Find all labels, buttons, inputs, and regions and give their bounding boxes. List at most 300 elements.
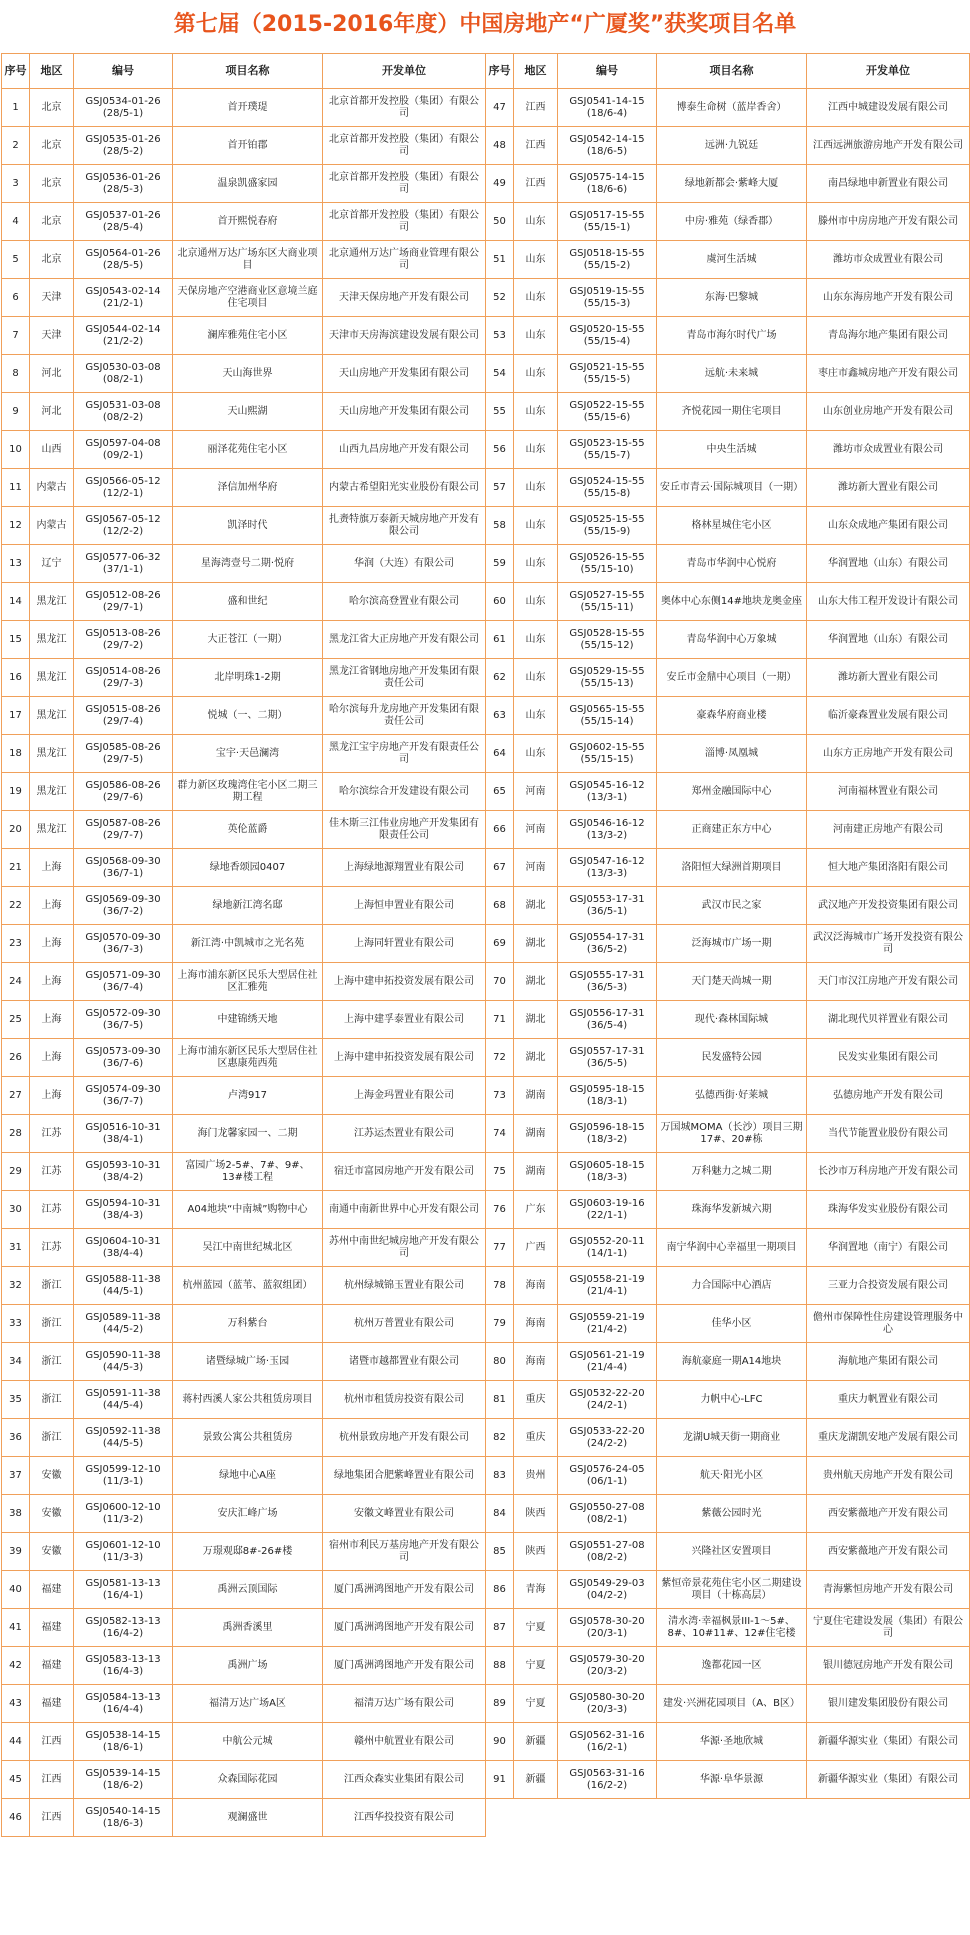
cell-developer: 哈尔滨综合开发建设有限公司 [323,773,486,811]
header-region: 地区 [514,54,558,89]
cell-code: GSJ0592-11-38 (44/5-5) [74,1419,173,1457]
cell-region: 北京 [30,89,74,127]
cell-region: 河南 [514,773,558,811]
table-row [2,393,970,431]
cell-region: 广西 [514,1229,558,1267]
cell-code: GSJ0572-09-30 (36/7-5) [74,1001,173,1039]
cell-code: GSJ0534-01-26 (28/5-1) [74,89,173,127]
cell-region: 山东 [514,469,558,507]
cell-no: 61 [486,621,514,659]
cell-region: 海南 [514,1343,558,1381]
cell-code: GSJ0537-01-26 (28/5-4) [74,203,173,241]
cell-no: 36 [2,1419,30,1457]
cell-project: 卢湾917 [173,1077,323,1115]
cell-no: 60 [486,583,514,621]
cell-developer: 宿迁市富园房地产开发有限公司 [323,1153,486,1191]
cell-no: 63 [486,697,514,735]
cell-region: 黑龙江 [30,735,74,773]
cell-no: 5 [2,241,30,279]
cell-no: 18 [2,735,30,773]
cell-code: GSJ0557-17-31 (36/5-5) [558,1039,657,1077]
cell-code: GSJ0520-15-55 (55/15-4) [558,317,657,355]
cell-no: 40 [2,1571,30,1609]
table-row [2,583,970,621]
table-row [2,469,970,507]
cell-region: 福建 [30,1609,74,1647]
cell-project: 天山熙湖 [173,393,323,431]
cell-region: 宁夏 [514,1609,558,1647]
cell-developer: 厦门禹洲鸿图地产开发有限公司 [323,1571,486,1609]
cell-code: GSJ0605-18-15 (18/3-3) [558,1153,657,1191]
table-row [2,1115,970,1153]
cell-project: 上海市浦东新区民乐大型居住社区汇雅苑 [173,963,323,1001]
table-row [2,203,970,241]
cell-no: 41 [2,1609,30,1647]
table-row [2,507,970,545]
cell-region: 湖南 [514,1115,558,1153]
cell-region: 江西 [514,165,558,203]
table-row [2,1647,970,1685]
cell-region: 安徽 [30,1457,74,1495]
cell-developer: 民发实业集团有限公司 [807,1039,970,1077]
cell-developer: 安徽文峰置业有限公司 [323,1495,486,1533]
cell-code: GSJ0562-31-16 (16/2-1) [558,1723,657,1761]
table-row [2,1419,970,1457]
cell-developer: 武汉泛海城市广场开发投资有限公司 [807,925,970,963]
cell-developer: 哈尔滨每升龙房地产开发集团有限责任公司 [323,697,486,735]
cell-code: GSJ0545-16-12 (13/3-1) [558,773,657,811]
cell-developer: 新疆华源实业（集团）有限公司 [807,1761,970,1799]
cell-code: GSJ0584-13-13 (16/4-4) [74,1685,173,1723]
table-row [2,1571,970,1609]
cell-developer: 黑龙江省钢地房地产开发集团有限责任公司 [323,659,486,697]
cell-code: GSJ0597-04-08 (09/2-1) [74,431,173,469]
cell-no: 29 [2,1153,30,1191]
table-row [2,317,970,355]
cell-developer: 青岛海尔地产集团有限公司 [807,317,970,355]
header-code: 编号 [74,54,173,89]
cell-region: 内蒙古 [30,507,74,545]
cell-code: GSJ0551-27-08 (08/2-2) [558,1533,657,1571]
cell-no: 22 [2,887,30,925]
cell-project: 泛海城市广场一期 [657,925,807,963]
cell-project: 中航公元城 [173,1723,323,1761]
cell-code: GSJ0576-24-05 (06/1-1) [558,1457,657,1495]
cell-developer: 上海同轩置业有限公司 [323,925,486,963]
cell-developer: 重庆力帆置业有限公司 [807,1381,970,1419]
cell-no: 39 [2,1533,30,1571]
table-row [2,849,970,887]
cell-no: 30 [2,1191,30,1229]
cell-developer: 黑龙江省大正房地产开发有限公司 [323,621,486,659]
table-row [2,1039,970,1077]
header-developer: 开发单位 [323,54,486,89]
table-body [2,89,970,1837]
table-row [2,89,970,127]
cell-no: 66 [486,811,514,849]
cell-no: 21 [2,849,30,887]
cell-code: GSJ0546-16-12 (13/3-2) [558,811,657,849]
cell-no: 28 [2,1115,30,1153]
cell-region: 上海 [30,849,74,887]
cell-developer: 杭州景致房地产开发有限公司 [323,1419,486,1457]
cell-developer: 黑龙江宝宇房地产开发有限责任公司 [323,735,486,773]
cell-code: GSJ0586-08-26 (29/7-6) [74,773,173,811]
cell-developer: 潍坊新大置业有限公司 [807,659,970,697]
cell-developer: 北京首都开发控股（集团）有限公司 [323,165,486,203]
cell-code: GSJ0590-11-38 (44/5-3) [74,1343,173,1381]
cell-region: 黑龙江 [30,583,74,621]
cell-project: 北岸明珠1-2期 [173,659,323,697]
cell-project: 北京通州万达广场东区大商业项目 [173,241,323,279]
cell-no: 32 [2,1267,30,1305]
cell-code: GSJ0521-15-55 (55/15-5) [558,355,657,393]
cell-code: GSJ0543-02-14 (21/2-1) [74,279,173,317]
cell-project: 力帆中心-LFC [657,1381,807,1419]
cell-region: 新疆 [514,1761,558,1799]
cell-code: GSJ0550-27-08 (08/2-1) [558,1495,657,1533]
cell-project: 英伦蓝爵 [173,811,323,849]
cell-no: 7 [2,317,30,355]
cell-region: 河北 [30,393,74,431]
cell-region: 山东 [514,355,558,393]
cell-no: 27 [2,1077,30,1115]
cell-project: 青岛市海尔时代广场 [657,317,807,355]
cell-project: 丽泽花苑住宅小区 [173,431,323,469]
cell-no: 71 [486,1001,514,1039]
cell-developer: 苏州中南世纪城房地产开发有限公司 [323,1229,486,1267]
cell-developer: 上海中建申拓投资发展有限公司 [323,1039,486,1077]
cell-region: 山东 [514,735,558,773]
cell-developer: 山西九昌房地产开发有限公司 [323,431,486,469]
cell-no: 70 [486,963,514,1001]
cell-code: GSJ0536-01-26 (28/5-3) [74,165,173,203]
cell-project: 富园广场2-5#、7#、9#、13#楼工程 [173,1153,323,1191]
table-row [2,659,970,697]
cell-region: 山东 [514,697,558,735]
cell-developer: 厦门禹洲鸿图地产开发有限公司 [323,1609,486,1647]
cell-region: 黑龙江 [30,811,74,849]
cell-developer: 南通中南新世界中心开发有限公司 [323,1191,486,1229]
cell-project: 中房·雅苑（绿香郡） [657,203,807,241]
table-row [2,1077,970,1115]
cell-no: 26 [2,1039,30,1077]
cell-developer: 诸暨市越都置业有限公司 [323,1343,486,1381]
cell-developer: 宁夏住宅建设发展（集团）有限公司 [807,1609,970,1647]
cell-no: 20 [2,811,30,849]
cell-project: 首开璞瑅 [173,89,323,127]
table-row [2,1457,970,1495]
cell-region: 福建 [30,1571,74,1609]
cell-code: GSJ0561-21-19 (21/4-4) [558,1343,657,1381]
cell-project: 紫薇公园时光 [657,1495,807,1533]
cell-no: 64 [486,735,514,773]
cell-developer: 山东大伟工程开发设计有限公司 [807,583,970,621]
cell-project: 青岛华润中心万象城 [657,621,807,659]
cell-region: 福建 [30,1647,74,1685]
header-project: 项目名称 [657,54,807,89]
cell-project: 诸暨绿城广场·玉园 [173,1343,323,1381]
cell-region: 浙江 [30,1267,74,1305]
cell-no: 81 [486,1381,514,1419]
cell-region: 山东 [514,241,558,279]
cell-developer: 绿地集团合肥紫峰置业有限公司 [323,1457,486,1495]
table-row [2,165,970,203]
cell-project: 吴江中南世纪城北区 [173,1229,323,1267]
cell-no: 56 [486,431,514,469]
cell-project: 佳华小区 [657,1305,807,1343]
cell-no: 38 [2,1495,30,1533]
cell-developer: 西安紫薇地产开发有限公司 [807,1495,970,1533]
table-row [2,1799,970,1837]
cell-no: 57 [486,469,514,507]
cell-project: 龙湖U城天街一期商业 [657,1419,807,1457]
cell-project: 盛和世纪 [173,583,323,621]
cell-developer: 北京首都开发控股（集团）有限公司 [323,89,486,127]
cell-project: 武汉市民之家 [657,887,807,925]
cell-developer: 厦门禹洲鸿图地产开发有限公司 [323,1647,486,1685]
cell-project: 郑州金融国际中心 [657,773,807,811]
cell-no: 89 [486,1685,514,1723]
cell-project: 群力新区玫瑰湾住宅小区二期三期工程 [173,773,323,811]
cell-no: 76 [486,1191,514,1229]
cell-no: 25 [2,1001,30,1039]
cell-no: 46 [2,1799,30,1837]
cell-region: 江苏 [30,1153,74,1191]
cell-no: 62 [486,659,514,697]
cell-developer: 河南建正房地产有限公司 [807,811,970,849]
cell-no: 77 [486,1229,514,1267]
cell-developer: 恒大地产集团洛阳有限公司 [807,849,970,887]
cell-no: 13 [2,545,30,583]
cell-project: 绿地新都会·紫峰大厦 [657,165,807,203]
cell-project: 远洲·九锐廷 [657,127,807,165]
cell-region: 北京 [30,203,74,241]
header-project: 项目名称 [173,54,323,89]
cell-developer: 海航地产集团有限公司 [807,1343,970,1381]
table-row [2,545,970,583]
cell-no: 24 [2,963,30,1001]
cell-code: GSJ0583-13-13 (16/4-3) [74,1647,173,1685]
cell-project: 首开铂郡 [173,127,323,165]
cell-no: 53 [486,317,514,355]
table-row [2,1267,970,1305]
cell-developer: 潍坊市众成置业有限公司 [807,241,970,279]
cell-developer: 青海紫恒房地产开发有限公司 [807,1571,970,1609]
cell-region: 河南 [514,849,558,887]
cell-no: 10 [2,431,30,469]
cell-region: 宁夏 [514,1647,558,1685]
cell-region: 贵州 [514,1457,558,1495]
cell-project: 安庆汇峰广场 [173,1495,323,1533]
cell-region: 黑龙江 [30,621,74,659]
cell-project: 澜库雅苑住宅小区 [173,317,323,355]
cell-region: 上海 [30,925,74,963]
cell-project: 首开熙悦春府 [173,203,323,241]
cell-developer: 上海绿地源翔置业有限公司 [323,849,486,887]
cell-code: GSJ0603-19-16 (22/1-1) [558,1191,657,1229]
table-row [2,773,970,811]
cell-project: 海航豪庭一期A14地块 [657,1343,807,1381]
cell-region: 陕西 [514,1495,558,1533]
cell-code: GSJ0523-15-55 (55/15-7) [558,431,657,469]
cell-region: 河南 [514,811,558,849]
cell-region: 湖南 [514,1077,558,1115]
cell-region: 重庆 [514,1419,558,1457]
cell-no: 54 [486,355,514,393]
cell-developer: 赣州中航置业有限公司 [323,1723,486,1761]
cell-code: GSJ0556-17-31 (36/5-4) [558,1001,657,1039]
cell-project: 奥体中心东侧14#地块龙奥金座 [657,583,807,621]
cell-project: 杭州蓝园（蓝苇、蓝叙组团） [173,1267,323,1305]
table-row [2,1153,970,1191]
cell-project: 逸都花园一区 [657,1647,807,1685]
cell-region: 天津 [30,317,74,355]
table-row [2,127,970,165]
cell-region: 山东 [514,583,558,621]
cell-developer: 银川建发集团股份有限公司 [807,1685,970,1723]
cell-developer: 上海金玛置业有限公司 [323,1077,486,1115]
cell-project: 航天·阳光小区 [657,1457,807,1495]
cell-code: GSJ0600-12-10 (11/3-2) [74,1495,173,1533]
cell-developer: 南昌绿地申新置业有限公司 [807,165,970,203]
cell-developer: 宿州市利民万基房地产开发有限公司 [323,1533,486,1571]
table-row [2,241,970,279]
cell-code: GSJ0567-05-12 (12/2-2) [74,507,173,545]
cell-no: 52 [486,279,514,317]
cell-code: GSJ0532-22-20 (24/2-1) [558,1381,657,1419]
cell-developer: 滕州市中房房地产开发有限公司 [807,203,970,241]
cell-developer: 长沙市万科房地产开发有限公司 [807,1153,970,1191]
table-row [2,697,970,735]
table-row [2,963,970,1001]
table-row [2,1685,970,1723]
cell-no: 87 [486,1609,514,1647]
cell-developer: 上海恒申置业有限公司 [323,887,486,925]
cell-project: 禹洲香溪里 [173,1609,323,1647]
table-row [2,1229,970,1267]
cell-region: 湖北 [514,963,558,1001]
cell-no: 78 [486,1267,514,1305]
cell-project: 华源·阜华景源 [657,1761,807,1799]
cell-code: GSJ0524-15-55 (55/15-8) [558,469,657,507]
cell-region: 黑龙江 [30,773,74,811]
cell-region: 浙江 [30,1305,74,1343]
cell-region: 辽宁 [30,545,74,583]
cell-developer: 银川德冠房地产开发有限公司 [807,1647,970,1685]
header-row [2,54,970,89]
cell-project: 海门龙馨家园一、二期 [173,1115,323,1153]
cell-project: 禹洲云顶国际 [173,1571,323,1609]
cell-no: 82 [486,1419,514,1457]
cell-no: 72 [486,1039,514,1077]
cell-region: 上海 [30,1039,74,1077]
cell-no: 44 [2,1723,30,1761]
cell-region: 山东 [514,431,558,469]
cell-region: 北京 [30,241,74,279]
cell-project: 大正苍江（一期） [173,621,323,659]
cell-no: 4 [2,203,30,241]
cell-project: 星海湾壹号二期·悦府 [173,545,323,583]
cell-developer: 上海中建申拓投资发展有限公司 [323,963,486,1001]
cell-developer: 杭州万普置业有限公司 [323,1305,486,1343]
cell-no: 74 [486,1115,514,1153]
cell-region: 湖北 [514,1039,558,1077]
table-row [2,1191,970,1229]
cell-code: GSJ0587-08-26 (29/7-7) [74,811,173,849]
header-no: 序号 [486,54,514,89]
empty-cell [486,1799,970,1837]
cell-code: GSJ0599-12-10 (11/3-1) [74,1457,173,1495]
table-row [2,1343,970,1381]
table-row [2,431,970,469]
cell-no: 6 [2,279,30,317]
cell-code: GSJ0555-17-31 (36/5-3) [558,963,657,1001]
cell-project: 青岛市华润中心悦府 [657,545,807,583]
cell-region: 广东 [514,1191,558,1229]
cell-project: 安丘市金鼎中心项目（一期） [657,659,807,697]
cell-no: 65 [486,773,514,811]
cell-code: GSJ0527-15-55 (55/15-11) [558,583,657,621]
table-row [2,1533,970,1571]
cell-project: 绿地香颂园0407 [173,849,323,887]
cell-code: GSJ0517-15-55 (55/15-1) [558,203,657,241]
cell-no: 83 [486,1457,514,1495]
cell-project: 中建锦绣天地 [173,1001,323,1039]
cell-developer: 内蒙古希望阳光实业股份有限公司 [323,469,486,507]
cell-project: 中央生活城 [657,431,807,469]
cell-region: 内蒙古 [30,469,74,507]
table-row [2,1723,970,1761]
cell-developer: 儋州市保障性住房建设管理服务中心 [807,1305,970,1343]
cell-no: 67 [486,849,514,887]
cell-project: 绿地新江湾名邸 [173,887,323,925]
cell-developer: 枣庄市鑫城房地产开发有限公司 [807,355,970,393]
table-row [2,1609,970,1647]
cell-project: 民发盛特公园 [657,1039,807,1077]
cell-code: GSJ0539-14-15 (18/6-2) [74,1761,173,1799]
cell-developer: 上海中建孚泰置业有限公司 [323,1001,486,1039]
cell-code: GSJ0540-14-15 (18/6-3) [74,1799,173,1837]
cell-developer: 武汉地产开发投资集团有限公司 [807,887,970,925]
cell-no: 3 [2,165,30,203]
cell-project: 众森国际花园 [173,1761,323,1799]
cell-developer: 江西华投投资有限公司 [323,1799,486,1837]
cell-code: GSJ0558-21-19 (21/4-1) [558,1267,657,1305]
cell-developer: 天津市天房海滨建设发展有限公司 [323,317,486,355]
cell-region: 山东 [514,393,558,431]
cell-project: 万璟观邸8#-26#楼 [173,1533,323,1571]
cell-project: 远航·未来城 [657,355,807,393]
cell-code: GSJ0552-20-11 (14/1-1) [558,1229,657,1267]
cell-developer: 临沂豪森置业发展有限公司 [807,697,970,735]
cell-code: GSJ0578-30-20 (20/3-1) [558,1609,657,1647]
cell-no: 2 [2,127,30,165]
cell-code: GSJ0544-02-14 (21/2-2) [74,317,173,355]
cell-project: 蒋村西溪人家公共租赁房项目 [173,1381,323,1419]
cell-code: GSJ0579-30-20 (20/3-2) [558,1647,657,1685]
cell-no: 33 [2,1305,30,1343]
cell-region: 山东 [514,203,558,241]
cell-no: 55 [486,393,514,431]
cell-code: GSJ0519-15-55 (55/15-3) [558,279,657,317]
cell-project: 禹洲广场 [173,1647,323,1685]
cell-no: 59 [486,545,514,583]
cell-region: 北京 [30,127,74,165]
cell-code: GSJ0569-09-30 (36/7-2) [74,887,173,925]
cell-region: 天津 [30,279,74,317]
cell-no: 73 [486,1077,514,1115]
